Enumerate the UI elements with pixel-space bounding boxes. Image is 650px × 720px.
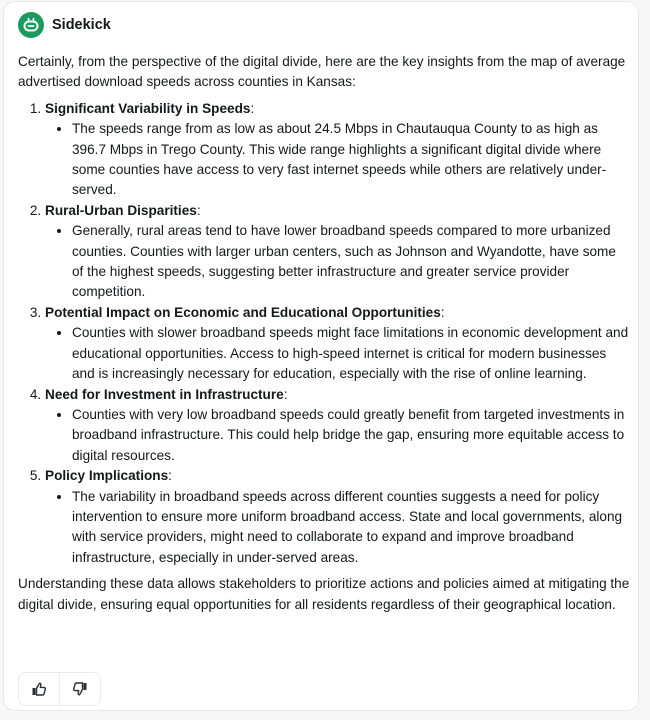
thumbs-up-icon — [31, 681, 47, 697]
insight-item: 5. Policy Implications: • The variability in broadband speeds across different counties suggests a need for policy intervention to ensure more uniform broadband access. State and local governments, along with service providers, might need to collaborate to expand and improve broadband infrastructure, especially in under-served areas. — [45, 466, 630, 568]
insight-title: Rural-Urban Disparities — [45, 202, 197, 218]
insight-item: 2. Rural-Urban Disparities: • Generally, rural areas tend to have lower broadband speeds compared to more urbanized counties. Counties with larger urban centers, such as Johnson and Wyandotte, have some of the highest speeds, suggesting better infrastructure and greater service provider competition. — [45, 201, 630, 303]
intro-paragraph: Certainly, from the perspective of the digital divide, here are the key insights from the map of average advertised download speeds across counties in Kansas: — [18, 54, 626, 90]
thumbs-up-button[interactable] — [19, 673, 59, 705]
insight-detail: • The speeds range from as low as about 24.5 Mbps in Chautauqua County to as high as 396.7 Mbps in Trego County. This wide range highlights a significant digital divide where some counties have access to very fast internet speeds while others are relatively under-served. — [72, 119, 630, 201]
insight-title: Need for Investment in Infrastructure — [45, 386, 284, 402]
message-body — [18, 52, 630, 615]
message-header — [18, 12, 111, 38]
robot-face-icon — [18, 12, 44, 38]
insight-detail: • Counties with slower broadband speeds might face limitations in economic development and educational opportunities. Access to high-speed internet is critical for modern businesses and is increasingly necessary for education, especially with the rise of online learning. — [72, 323, 630, 384]
insight-title: Significant Variability in Speeds — [45, 100, 251, 116]
insight-title: Potential Impact on Economic and Educational Opportunities — [45, 304, 441, 320]
insight-detail: • Counties with very low broadband speeds could greatly benefit from targeted investments in broadband infrastructure. This could help bridge the gap, ensuring more equitable access to digital resources. — [72, 405, 630, 466]
insight-title: Policy Implications — [45, 468, 169, 484]
assistant-name: Sidekick — [52, 17, 111, 33]
feedback-buttons — [18, 672, 101, 706]
chat-message-card — [3, 1, 639, 711]
thumbs-down-icon — [72, 681, 88, 697]
conclusion-paragraph: Understanding these data allows stakeholders to prioritize actions and policies aimed at mitigating the digital divide, ensuring equal opportunities for all residents regardless of their geographical location. — [18, 576, 630, 612]
insight-item: 4. Need for Investment in Infrastructure: • Counties with very low broadband speeds could greatly benefit from targeted investments in broadband infrastructure. This could help bridge the gap, ensuring more equitable access to digital resources. — [45, 385, 630, 467]
insights-list — [18, 99, 630, 568]
insight-item: 1. Significant Variability in Speeds: • The speeds range from as low as about 24.5 Mbps in Chautauqua County to as high as 396.7 Mbps in Trego County. This wide range highlights a significant digital divide where some counties have access to very fast internet speeds while others are relatively under-served. — [45, 99, 630, 201]
insight-detail: • The variability in broadband speeds across different counties suggests a need for policy intervention to ensure more uniform broadband access. State and local governments, along with service providers, might need to collaborate to expand and improve broadband infrastructure, especially in under-served areas. — [72, 487, 630, 569]
thumbs-down-button[interactable] — [59, 673, 100, 705]
insight-item: 3. Potential Impact on Economic and Educational Opportunities: • Counties with slower broadband speeds might face limitations in economic development and educational opportunities. Access to high-speed internet is critical for modern businesses and is increasingly necessary for education, especially with the rise of online learning. — [45, 303, 630, 385]
insight-detail: • Generally, rural areas tend to have lower broadband speeds compared to more urbanized counties. Counties with larger urban centers, such as Johnson and Wyandotte, have some of the highest speeds, suggesting better infrastructure and greater service provider competition. — [72, 221, 630, 303]
